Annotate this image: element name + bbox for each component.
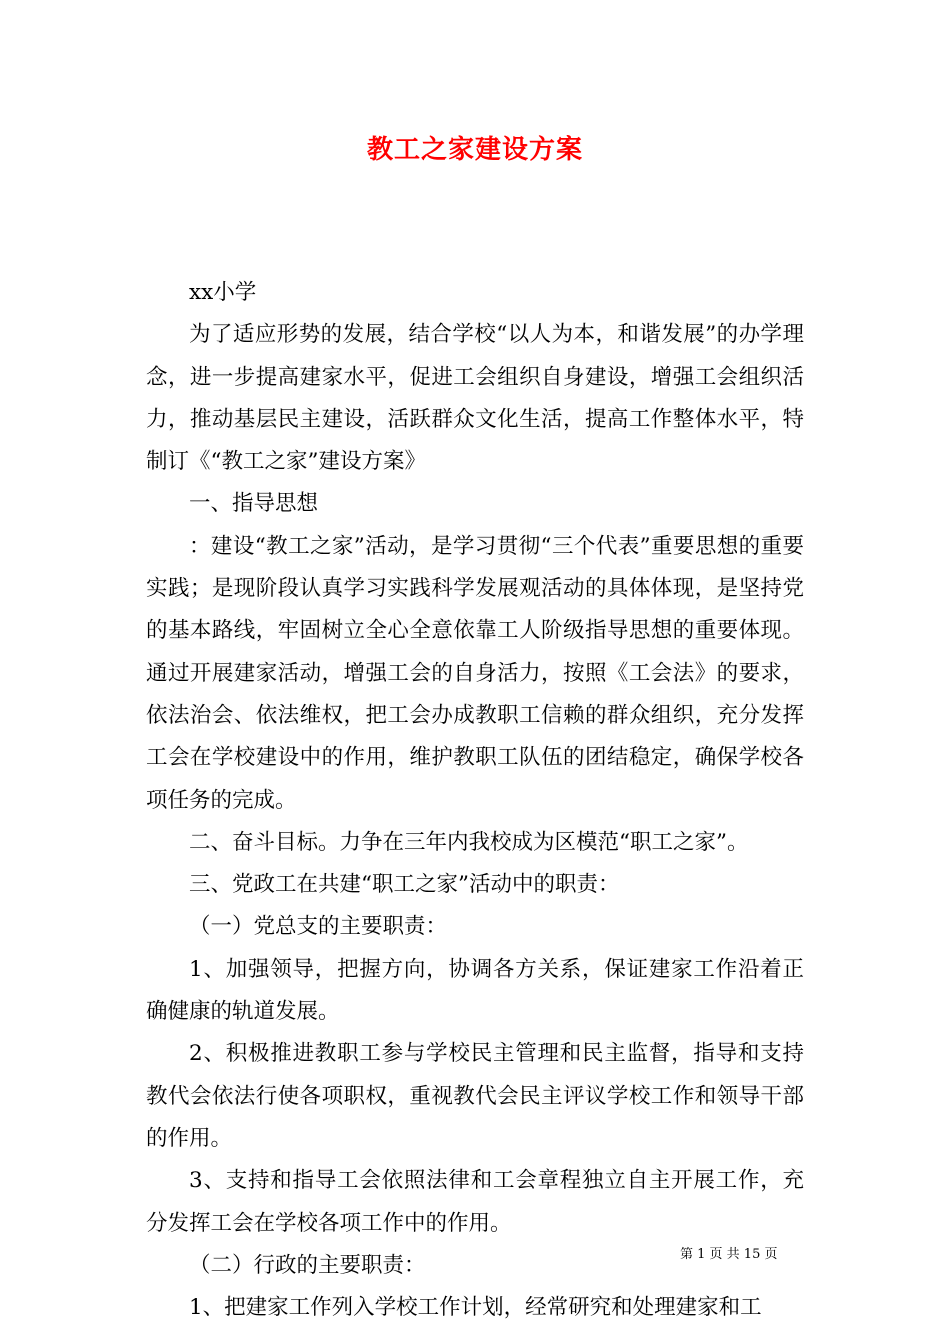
- intro-paragraph: 为了适应形势的发展，结合学校“以人为本，和谐发展”的办学理念，进一步提高建家水平，促进工会组织自身建设，增强工会组织活力，推动基层民主建设，活跃群众文化生活，提高工作整体水平，特制订《“教工之家”建设方案》: [146, 322, 804, 475]
- subsection-heading-party-branch: （一）党总支的主要职责：: [189, 914, 448, 940]
- section-heading-guiding-thought: 一、指导思想: [189, 491, 319, 517]
- subsection-heading-administration: （二）行政的主要职责：: [189, 1252, 426, 1278]
- section-heading-goal: 二、奋斗目标。力争在三年内我校成为区模范“职工之家”。: [189, 829, 749, 855]
- party-duty-item-2: 2、积极推进教职工参与学校民主管理和民主监督，指导和支持教代会依法行使各项职权，重视教代会民主评议学校工作和领导干部的作用。: [146, 1041, 804, 1151]
- section-heading-duties: 三、党政工在共建“职工之家”活动中的职责：: [189, 872, 620, 898]
- party-duty-item-3: 3、支持和指导工会依照法律和工会章程独立自主开展工作，充分发挥工会在学校各项工作中的作用。: [146, 1168, 804, 1236]
- document-title: 教工之家建设方案: [366, 135, 583, 165]
- guiding-thought-paragraph: ：建设“教工之家”活动，是学习贯彻“三个代表”重要思想的重要实践；是现阶段认真学习实践科学发展观活动的具体体现，是坚持党的基本路线，牢固树立全心全意依靠工人阶级指导思想的重要体现。通过开展建家活动，增强工会的自身活力，按照《工会法》的要求，依法治会、依法维权，把工会办成教职工信赖的群众组织，充分发挥工会在学校建设中的作用，维护教职工队伍的团结稳定，确保学校各项任务的完成。: [146, 533, 804, 813]
- admin-duty-item-1: 1、把建家工作列入学校工作计划，经常研究和处理建家和工: [189, 1295, 762, 1321]
- page-number: 第 1 页 共 15 页: [680, 1247, 778, 1262]
- document-body: [146, 272, 804, 1329]
- school-name: xx小学: [189, 280, 257, 305]
- party-duty-item-1: 1、加强领导，把握方向，协调各方关系，保证建家工作沿着正确健康的轨道发展。: [146, 956, 804, 1025]
